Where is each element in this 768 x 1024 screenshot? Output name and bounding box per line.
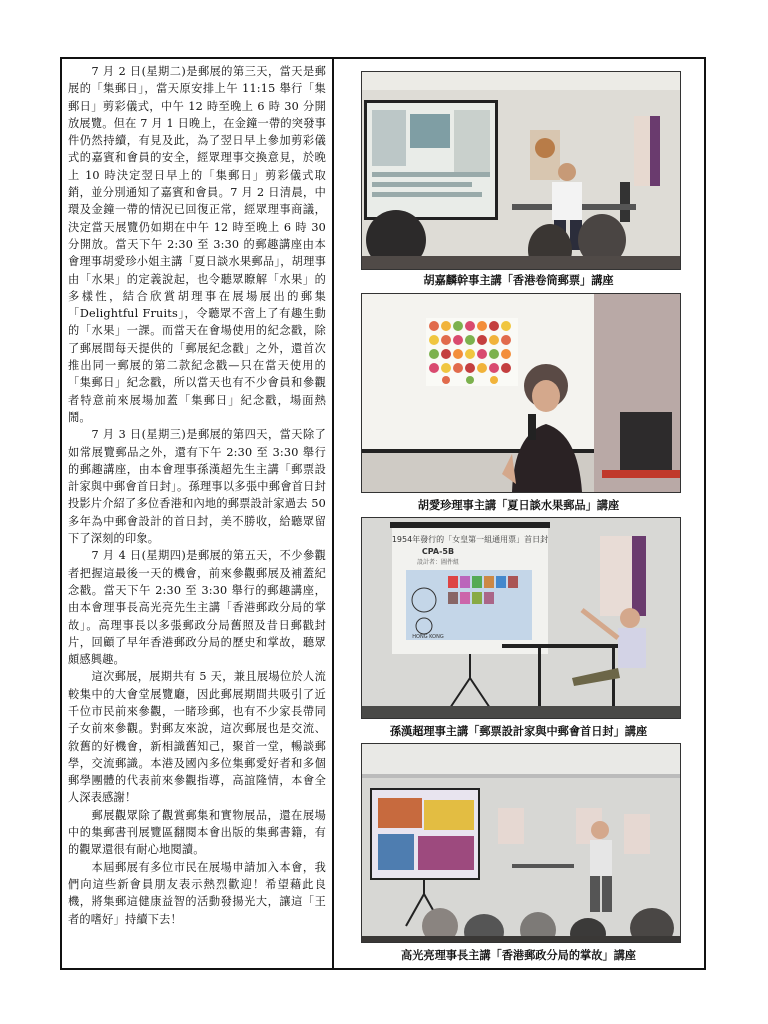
photo-talk-fruit-stamps-image [362, 294, 680, 492]
caption-1: 胡嘉麟幹事主講「香港卷筒郵票」講座 [423, 274, 614, 287]
paragraph-new-members: 本屆郵展有多位市民在展場申請加入本會，我們向這些新會員朋友表示熱烈歡迎！希望藉此良機，將集郵這健康益智的活動發揚光大，讓這「王者的嗜好」持續下去！ [68, 860, 326, 926]
caption-3: 孫漢超理事主講「郵票設計家與中郵會首日封」講座 [389, 725, 648, 738]
page-frame [60, 57, 706, 970]
slide-title: 1954年發行的「女皇第一組通用票」首日封 [391, 535, 549, 544]
slide-designer: 設計者：圖件組 [416, 559, 460, 566]
paragraph-jul4: 7 月 4 日(星期四)是郵展的第五天，不少參觀者把握這最後一天的機會，前來參觀郵展及補蓋紀念戳。當天下午 2:30 至 3:30 舉行的郵趣講座，由本會理事長高光亮先生主講「香港郵政分局的掌故」。高理事長以多張郵政分局舊照及昔日郵戳封片，回顧了早年香港郵政分局的歷史和掌故，聽眾頗感興趣。 [68, 549, 326, 667]
paragraph-reading-area: 郵展觀眾除了觀賞郵集和實物展品，還在展場中的集郵書刊展覽區翻閱本會出版的集郵書籍，有的觀眾還很有耐心地閱讀。 [68, 808, 326, 857]
paragraph-jul3: 7 月 3 日(星期三)是郵展的第四天，當天除了如常展覽郵品之外，還有下午 2:30 至 3:30 舉行的郵趣講座，由本會理事孫漢超先生主講「郵票設計家與中郵會首日封」。孫理事以多張中郵會首日封投影片介紹了多位香港和內地的郵票設計家過去 50 多年為中郵會設計的首日封，美不勝收，給聽眾留下了深刻的印象。 [68, 428, 326, 546]
photo-talk-post-offices [361, 743, 681, 943]
photo-talk-fdc-designers [361, 517, 681, 719]
photo-talk-coil-stamps-image [362, 72, 680, 269]
photo-talk-fdc-designers-image [362, 518, 680, 718]
caption-4: 高光亮理事長主講「香港郵政分局的掌故」講座 [401, 949, 636, 962]
article-text [68, 63, 326, 964]
caption-2: 胡愛珍理事主講「夏日談水果郵品」講座 [417, 499, 620, 512]
slide-hong-kong: HONG KONG [412, 634, 444, 640]
fruit-stamp-grid [426, 318, 518, 386]
photo-talk-coil-stamps [361, 71, 681, 270]
photo-talk-fruit-stamps [361, 293, 681, 493]
photo-talk-post-offices-image [362, 744, 680, 942]
paragraph-jul2: 7 月 2 日(星期二)是郵展的第三天，當天是郵展的「集郵日」，當天原安排上午 11:15 舉行「集郵日」剪彩儀式，中午 12 時至晚上 6 時 30 分開放展覽。但在 7 月 1 日晚上，在金鐘一帶的突發事件仍然持續，有見及此，為了翌日早上參加剪彩儀式的嘉賓和會員的安全，經眾理事交換意見，於晚上 10 時決定翌日早上的「集郵日」剪彩儀式取銷，並分別通知了嘉賓和會員。7 月 2 日清晨，中環及金鐘一帶的情況已回復正常，經眾理事商議，決定當天展覽仍如期在中午 12 時至晚上 6 時 30 分開放。當天下午 2:30 至 3:30 的郵趣講座由本會理事胡愛珍小姐主講「夏日談水果郵品」，胡理事由「水果」的定義說起，也令聽眾瞭解「水果」的多樣性，結合欣賞胡理事在展場展出的郵集「Delightful Fruits」，令聽眾不啻上了有趣生動的「水果」一課。而當天在會場使用的紀念戳，除了郵展間每天提供的「郵展紀念戳」之外，還首次推出同一郵展的第二款紀念戳—只在當天使用的「集郵日」紀念戳，所以當天也有不少會員和參觀者特意前來展場加蓋「集郵日」紀念戳，場面熱鬧。 [68, 65, 326, 424]
paragraph-summary: 這次郵展，展期共有 5 天，兼且展場位於人流較集中的大會堂展覽廳，因此郵展期間共吸引了近千位市民前來參觀，一睹珍郵，也有不少家長帶同子女前來參觀。對郵友來說，這次郵展也是交流、敘舊的好機會，新相識舊知己，聚首一堂，暢談郵學，交流郵識。本港及國內多位集郵愛好者和多個郵學團體的代表前來參觀指導，高誼隆情，本會全人深表感謝！ [68, 670, 326, 805]
slide-code: CPA-5B [421, 547, 455, 556]
photo-column [333, 59, 704, 968]
